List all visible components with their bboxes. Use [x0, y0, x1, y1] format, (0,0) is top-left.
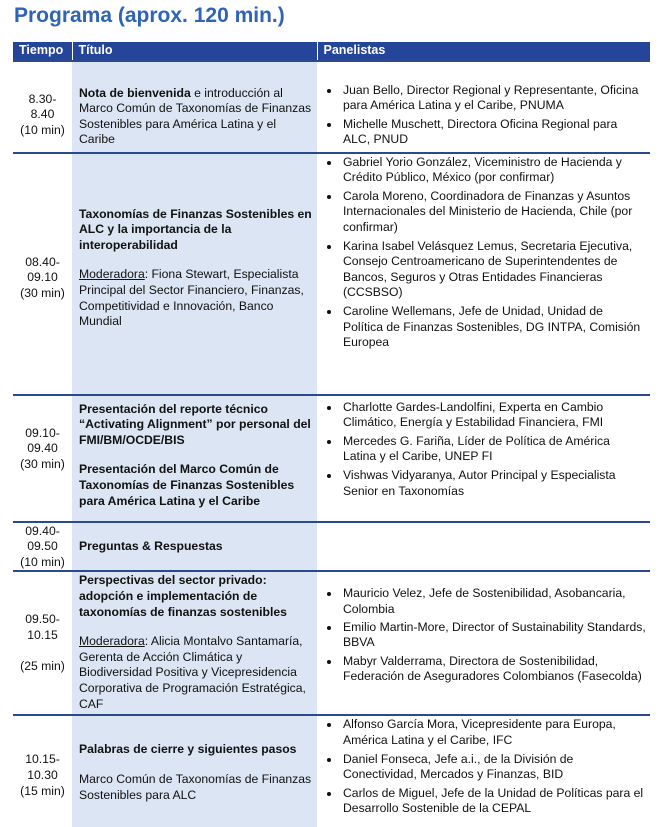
- panelists-cell: [317, 153, 650, 395]
- session-title: Presentación del reporte técnico “Activating Alignment” por personal del FMI/BM/OCDE/BIS: [79, 401, 311, 447]
- time-end: 09.50: [27, 539, 58, 554]
- list-item: Daniel Fonseca, Jefe a.i., de la División de Conectividad, Mercados y Finanzas, BID: [343, 752, 646, 783]
- table-row: [13, 153, 650, 395]
- time-spacer: [13, 644, 72, 659]
- column-header-panelists: Panelistas: [317, 42, 650, 61]
- list-item: Carola Moreno, Coordinadora de Finanzas y Asuntos Internacionales del Ministerio de Hacienda, Chile (por confirmar): [343, 189, 646, 236]
- time-cell: [13, 153, 72, 395]
- time-cell: [13, 715, 72, 827]
- session-title-second: Presentación del Marco Común de Taxonomías de Finanzas Sostenibles para América Latina y el Caribe: [79, 462, 295, 508]
- session-title: Perspectivas del sector privado: adopción e implementación de taxonomías de finanzas sostenibles: [79, 573, 287, 619]
- list-item: Michelle Muschett, Directora Oficina Regional para ALC, PNUD: [343, 117, 646, 148]
- time-duration: (10 min): [20, 122, 65, 137]
- list-item: Juan Bello, Director Regional y Representante, Oficina para América Latina y el Caribe, PNUMA: [343, 83, 646, 114]
- panelists-cell: [317, 571, 650, 715]
- table-row: [13, 715, 650, 827]
- list-item: Carlos de Miguel, Jefe de la Unidad de Políticas para el Desarrollo Sostenible de la CEPAL: [343, 786, 646, 817]
- table-row: [13, 395, 650, 522]
- title-cell: [72, 522, 317, 572]
- time-cell: [13, 571, 72, 715]
- title-cell: [72, 153, 317, 395]
- list-item: Karina Isabel Velásquez Lemus, Secretaria Ejecutiva, Consejo Centroamericano de Superintendentes de Bancos, Seguros y Otras Entidades Financieras (CCSBSO): [343, 239, 646, 301]
- time-cell: [13, 395, 72, 522]
- time-start: 09.50-: [25, 612, 60, 627]
- time-end: 09.10: [27, 270, 58, 285]
- list-item: Charlotte Gardes-Landolfini, Experta en Cambio Climático, Energía y Estabilidad Financiera, FMI: [343, 400, 646, 431]
- time-start: 09.40-: [25, 523, 60, 538]
- time-start: 08.40-: [25, 254, 60, 269]
- list-item: Mercedes G. Fariña, Líder de Política de América Latina y el Caribe, UNEP FI: [343, 434, 646, 465]
- panelist-list: [317, 586, 646, 685]
- time-start: 10.15-: [25, 752, 60, 767]
- list-item: Emilio Martin-More, Director of Sustainability Standards, BBVA: [343, 619, 646, 650]
- list-item: Vishwas Vidyaranya, Autor Principal y Especialista Senior en Taxonomías: [343, 468, 646, 499]
- list-item: Alfonso García Mora, Vicepresidente para Europa, América Latina y el Caribe, IFC: [343, 717, 646, 748]
- program-table: [13, 42, 650, 827]
- program-heading: Programa (aprox. 120 min.): [14, 4, 285, 27]
- moderator-text: : Alicia Montalvo Santamaría, Gerenta de Acción Climática y Biodiversidad Positiva y Vicepresidencia Corporativa de Programación Estratégica, CAF: [79, 634, 306, 711]
- title-cell: [72, 395, 317, 522]
- session-title: Nota de bienvenida: [79, 85, 191, 100]
- moderator-label: Moderadora: [79, 267, 145, 282]
- time-end: 10.30: [27, 767, 58, 782]
- session-title: Taxonomías de Finanzas Sostenibles en ALC y la importancia de la interoperabilidad: [79, 206, 312, 252]
- time-duration: (30 min): [20, 285, 65, 300]
- list-item: Mabyr Valderrama, Directora de Sostenibilidad, Federación de Aseguradores Colombianos (Fasecolda): [343, 654, 646, 685]
- time-end: 10.15: [27, 627, 58, 642]
- table-row: [13, 571, 650, 715]
- list-item: Mauricio Velez, Jefe de Sostenibilidad, Asobancaria, Colombia: [343, 586, 646, 617]
- moderator: [79, 267, 312, 329]
- title-cell: [72, 61, 317, 153]
- title-cell: [72, 715, 317, 827]
- time-duration: (30 min): [20, 456, 65, 471]
- panelists-cell: [317, 522, 650, 572]
- column-header-title: Título: [72, 42, 317, 61]
- panelist-list: [317, 83, 646, 148]
- session-title: Preguntas & Respuestas: [79, 538, 223, 553]
- time-cell: [13, 522, 72, 572]
- session-title-rest: e introducción al Marco Común de Taxonomías de Finanzas Sostenibles para América Latina y el Caribe: [79, 85, 312, 147]
- title-cell: [72, 571, 317, 715]
- list-item: Caroline Wellemans, Jefe de Unidad, Unidad de Política de Finanzas Sostenibles, DG INTPA, Comisión Europea: [343, 304, 646, 351]
- column-header-time: Tiempo: [13, 42, 72, 61]
- session-title: Palabras de cierre y siguientes pasos: [79, 742, 297, 757]
- time-end: 09.40: [27, 441, 58, 456]
- time-start: 09.10-: [25, 425, 60, 440]
- session-subtitle: Marco Común de Taxonomías de Finanzas Sostenibles para ALC: [79, 771, 312, 802]
- time-duration: (25 min): [20, 658, 65, 673]
- panelists-cell: [317, 61, 650, 153]
- moderator-text: : Fiona Stewart, Especialista Principal del Sector Financiero, Finanzas, Competitividad e Innovación, Banco Mundial: [79, 267, 304, 329]
- time-cell: [13, 61, 72, 153]
- moderator: [79, 634, 312, 712]
- time-end: 8.40: [30, 107, 55, 122]
- panelists-cell: [317, 395, 650, 522]
- time-duration: (10 min): [20, 554, 65, 569]
- panelist-list: [317, 717, 646, 817]
- table-row: [13, 61, 650, 153]
- panelist-list: [317, 155, 646, 351]
- list-item: Gabriel Yorio González, Viceministro de Hacienda y Crédito Público, México (por confirmar): [343, 155, 646, 186]
- moderator-label: Moderadora: [79, 634, 145, 649]
- panelists-cell: [317, 715, 650, 827]
- table-row: [13, 522, 650, 572]
- time-start: 8.30-: [28, 91, 57, 106]
- panelist-list: [317, 400, 646, 500]
- table-header-row: [13, 42, 650, 61]
- time-duration: (15 min): [20, 783, 65, 798]
